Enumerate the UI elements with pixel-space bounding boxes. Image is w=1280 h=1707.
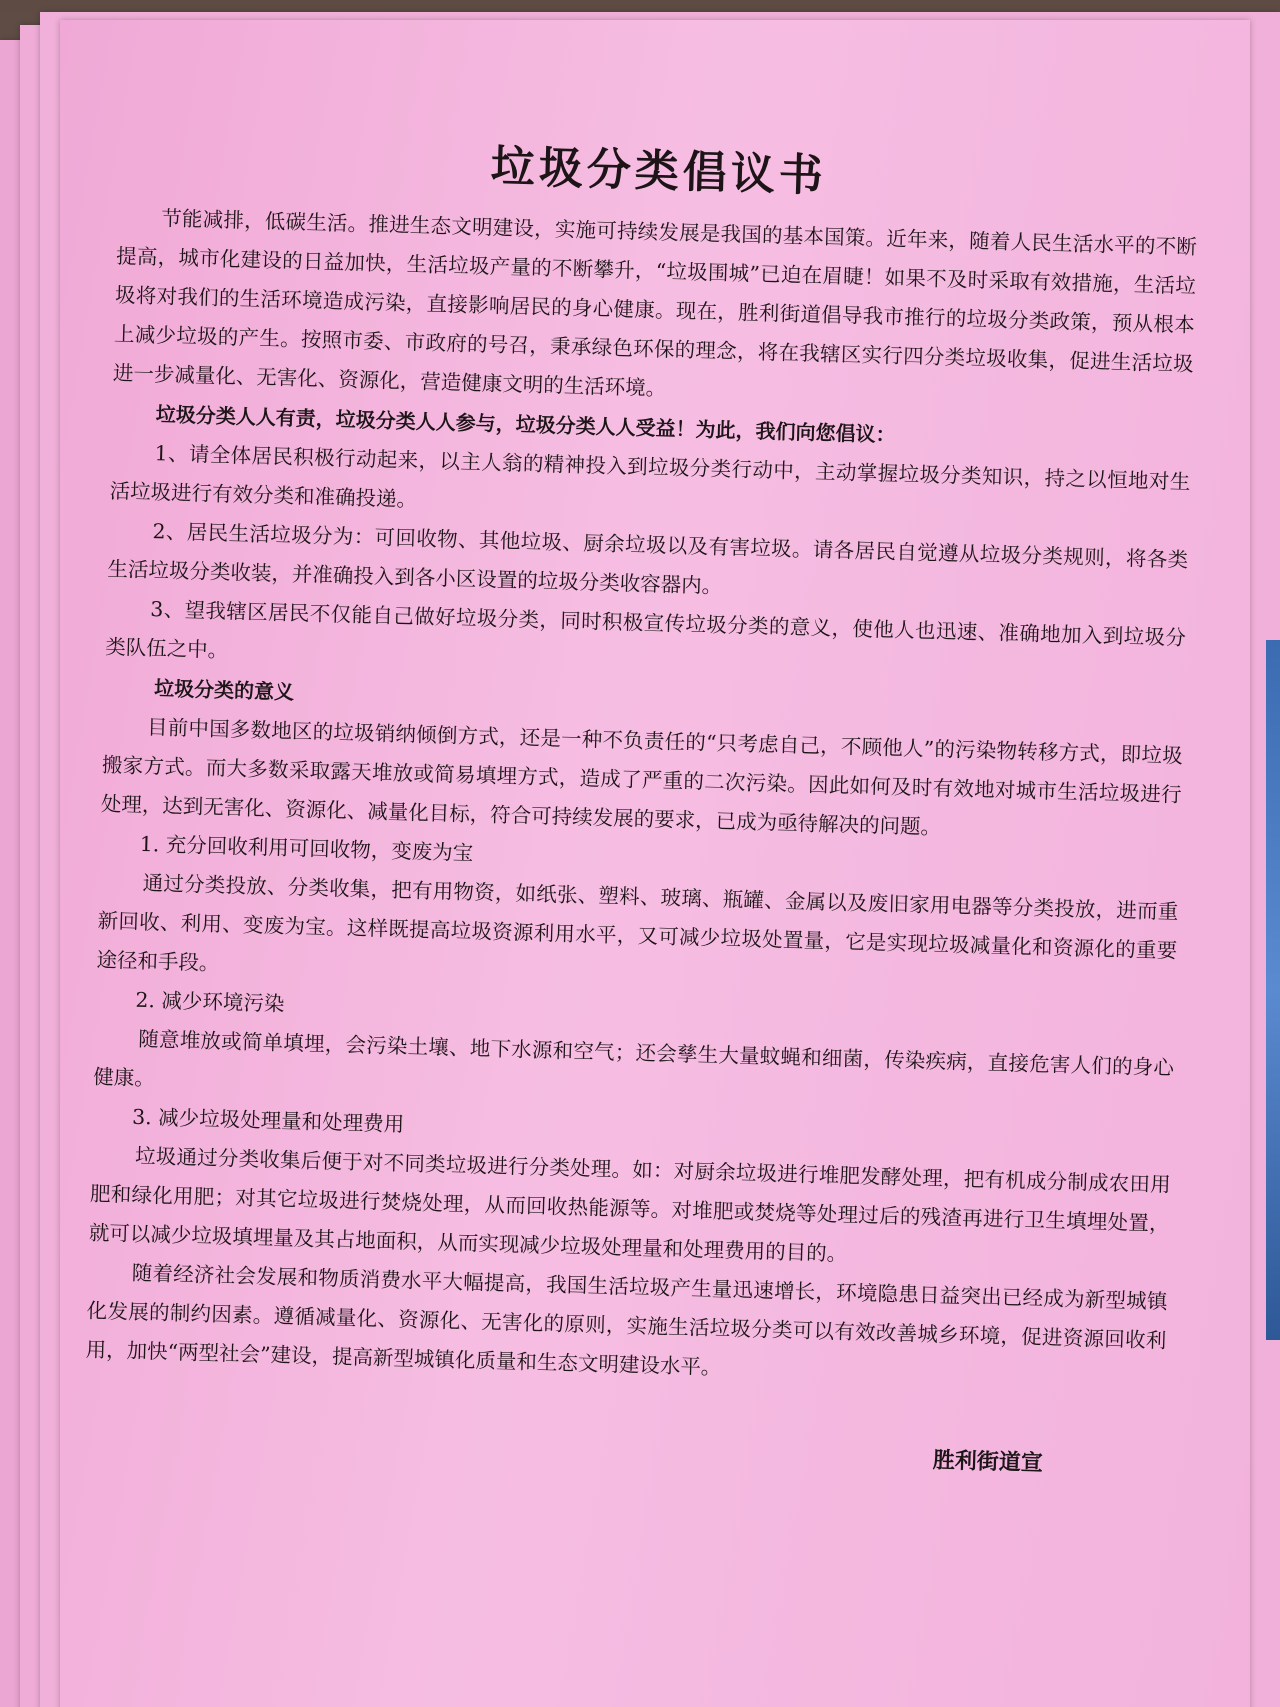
- significance-heading: 垃圾分类的意义: [153, 676, 295, 705]
- intro-paragraph: 节能减排，低碳生活。推进生态文明建设，实施可持续发展是我国的基本国策。近年来，随着人民生活水平的不断提高，城市化建设的日益加快，生活垃圾产量的不断攀升，“垃圾围城”已迫在眉睫！如果不及时采取有效措施，生活垃圾将对我们的生活环境造成污染，直接影响居民的身心健康。现在，胜利街道倡导我市推行的垃圾分类政策，预从根本上减少垃圾的产生。按照市委、市政府的号召，秉承绿色环保的理念，将在我辖区实行四分类垃圾收集，促进生活垃圾进一步减量化、无害化、资源化，营造健康文明的生活环境。: [112, 206, 1198, 401]
- point-body: 垃圾通过分类收集后便于对不同类垃圾进行分类处理。如：对厨余垃圾进行堆肥发酵处理，把有机成分制成农田用肥和绿化用肥；对其它垃圾进行焚烧处理，从而回收热能源等。对堆肥或焚烧等处理过后的残渣再进行卫生填埋处置，就可以减少垃圾填埋量及其占地面积，从而实现减少垃圾处理量和处理费用的目的。: [88, 1143, 1172, 1266]
- document-page: [76, 120, 1199, 1707]
- document-title: 垃圾分类倡议书: [490, 141, 828, 202]
- point-heading: 3. 减少垃圾处理量和处理费用: [131, 1104, 405, 1137]
- significance-intro: 目前中国多数地区的垃圾销纳倾倒方式，还是一种不负责任的“只考虑自己，不顾他人”的污染物转移方式，即垃圾搬家方式。而大多数采取露天堆放或简易填埋方式，造成了严重的二次污染。因此如何及时有效地对城市生活垃圾进行处理，达到无害化、资源化、减量化目标，符合可持续发展的要求，已成为亟待解决的问题。: [100, 714, 1183, 840]
- proposal-item: 3、望我辖区居民不仅能自己做好垃圾分类，同时积极宣传垃圾分类的意义，使他人也迅速、准确地加入到垃圾分类队伍之中。: [104, 597, 1187, 663]
- blue-object-edge: [1266, 640, 1280, 1340]
- point-body: 随意堆放或简单填埋，会污染土壤、地下水源和空气；还会孳生大量蚊蝇和细菌，传染疾病，直接危害人们的身心健康。: [92, 1026, 1175, 1091]
- signature: 胜利街道宣: [932, 1448, 1044, 1477]
- point-heading: 2. 减少环境污染: [135, 987, 285, 1016]
- slogan-line: 垃圾分类人人有责，垃圾分类人人参与，垃圾分类人人受益！为此，我们向您倡议：: [155, 402, 896, 447]
- proposal-item: 1、请全体居民积极行动起来，以主人翁的精神投入到垃圾分类行动中，主动掌握垃圾分类知识，持之以恒地对生活垃圾进行有效分类和准确投递。: [109, 441, 1191, 512]
- point-heading: 1. 充分回收利用可回收物，变废为宝: [139, 831, 474, 866]
- point-body: 通过分类投放、分类收集，把有用物资，如纸张、塑料、玻璃、瓶罐、金属以及废旧家用电器等分类投放，进而重新回收、利用、变废为宝。这样既提高垃圾资源利用水平，又可减少垃圾处置量，它是实现垃圾减量化和资源化的重要途径和手段。: [96, 870, 1179, 976]
- closing-paragraph: 随着经济社会发展和物质消费水平大幅提高，我国生活垃圾产生量迅速增长，环境隐患日益突出已经成为新型城镇化发展的制约因素。遵循减量化、资源化、无害化的原则，实施生活垃圾分类可以有效改善城乡环境，促进资源回收利用，加快“两型社会”建设，提高新型城镇化质量和生态文明建设水平。: [85, 1260, 1168, 1380]
- proposal-item: 2、居民生活垃圾分为：可回收物、其他垃圾、厨余垃圾以及有害垃圾。请各居民自觉遵从垃圾分类规则，将各类生活垃圾分类收装，并准确投入到各小区设置的垃圾分类收容器内。: [107, 519, 1189, 598]
